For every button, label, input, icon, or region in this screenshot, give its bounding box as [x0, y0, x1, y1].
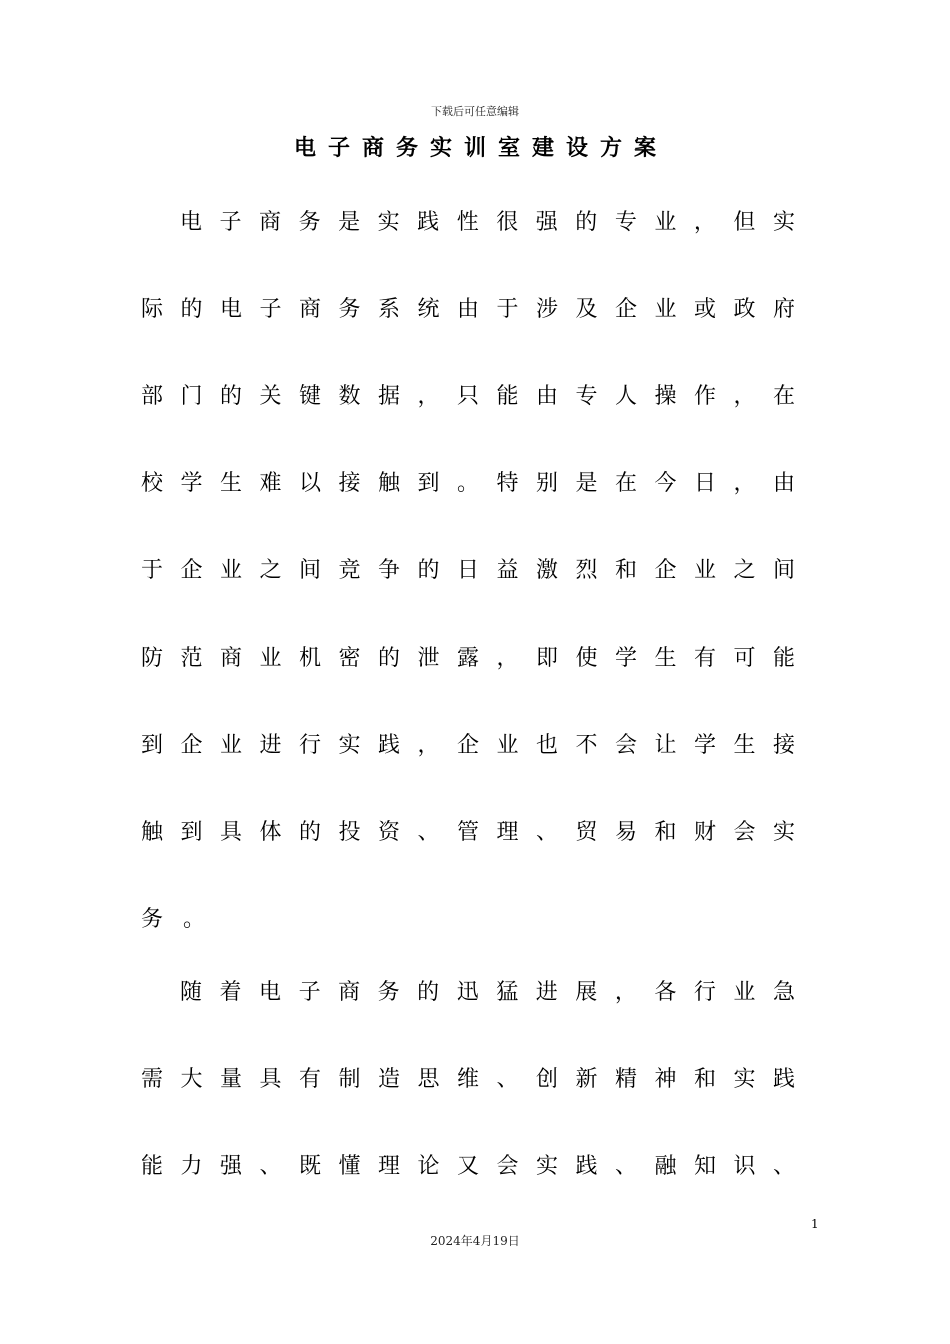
body-char: 务: [377, 979, 400, 1005]
body-char: 子: [298, 979, 321, 1005]
body-char: 行: [298, 732, 321, 758]
body-char: 府: [772, 296, 795, 322]
body-char: 烈: [575, 557, 598, 583]
body-char: 可: [733, 645, 756, 671]
body-char: 人: [614, 383, 637, 409]
body-char: 、: [614, 1153, 637, 1179]
body-char: 学: [614, 645, 637, 671]
body-char: 进: [259, 732, 282, 758]
body-char: 别: [535, 470, 558, 496]
body-char: 密: [338, 645, 361, 671]
body-char: 露: [456, 645, 479, 671]
body-char: ，: [417, 383, 440, 409]
body-char: 防: [140, 645, 163, 671]
body-char: 和: [614, 557, 637, 583]
body-char: 制: [338, 1066, 361, 1092]
body-line: [140, 1060, 796, 1094]
body-char: 的: [417, 979, 440, 1005]
body-char: 体: [259, 819, 282, 845]
body-char: 会: [614, 732, 637, 758]
body-char: 和: [654, 819, 677, 845]
body-char: 是: [575, 470, 598, 496]
body-char: 泄: [417, 645, 440, 671]
body-char: 维: [456, 1066, 479, 1092]
body-char: 有: [298, 1066, 321, 1092]
body-char: 的: [219, 383, 242, 409]
body-char: 的: [417, 557, 440, 583]
body-char: 是: [338, 209, 361, 235]
body-char: 实: [338, 732, 361, 758]
body-char: 、: [535, 819, 558, 845]
body-char: 务: [298, 209, 321, 235]
body-char: 造: [377, 1066, 400, 1092]
body-char: 会: [733, 819, 756, 845]
body-char: 贸: [575, 819, 598, 845]
body-char: 新: [575, 1066, 598, 1092]
body-char: 统: [417, 296, 440, 322]
header-note: 下载后可任意编辑: [431, 105, 519, 118]
body-char: 论: [417, 1153, 440, 1179]
body-char: 企: [180, 732, 203, 758]
body-char: 专: [575, 383, 598, 409]
body-char: 行: [693, 979, 716, 1005]
body-char: 迅: [456, 979, 479, 1005]
body-char: 务: [338, 296, 361, 322]
body-char: 知: [693, 1153, 716, 1179]
body-char: 日: [456, 557, 479, 583]
body-char: 的: [180, 296, 203, 322]
body-char: 到: [417, 470, 440, 496]
body-char: 实: [772, 209, 795, 235]
body-char: 企: [180, 557, 203, 583]
body-char: 不: [575, 732, 598, 758]
body-char: 学: [180, 470, 203, 496]
body-char: 电: [259, 979, 282, 1005]
body-char: 急: [772, 979, 795, 1005]
body-char: 需: [140, 1066, 163, 1092]
body-char: 理: [377, 1153, 400, 1179]
body-char: 数: [338, 383, 361, 409]
body-char: 识: [733, 1153, 756, 1179]
body-char: 实: [733, 1066, 756, 1092]
body-char: 强: [219, 1153, 242, 1179]
body-char: 、: [259, 1153, 282, 1179]
body-char: 间: [298, 557, 321, 583]
body-char: 门: [180, 383, 203, 409]
body-char: 日: [693, 470, 716, 496]
body-line: [140, 639, 796, 673]
body-char: ，: [417, 732, 440, 758]
body-char: 于: [140, 557, 163, 583]
body-char: 商: [219, 645, 242, 671]
body-char: 在: [614, 470, 637, 496]
body-char: 子: [219, 209, 242, 235]
body-char: 有: [693, 645, 716, 671]
body-char: 生: [219, 470, 242, 496]
body-char: 操: [654, 383, 677, 409]
body-char: 键: [298, 383, 321, 409]
body-char: 关: [259, 383, 282, 409]
body-char: 进: [535, 979, 558, 1005]
body-char: 让: [654, 732, 677, 758]
body-char: 益: [496, 557, 519, 583]
body-char: 、: [496, 1066, 519, 1092]
body-char: 理: [496, 819, 519, 845]
body-char: 财: [693, 819, 716, 845]
body-char: 业: [219, 557, 242, 583]
body-char: 企: [456, 732, 479, 758]
body-char: 由: [535, 383, 558, 409]
body-line: [140, 1147, 796, 1181]
body-char: 着: [219, 979, 242, 1005]
body-char: ，: [733, 470, 756, 496]
body-char: 范: [180, 645, 203, 671]
body-char: 商: [259, 209, 282, 235]
body-char: ，: [693, 209, 716, 235]
body-char: 务: [140, 906, 163, 932]
body-char: 生: [654, 645, 677, 671]
body-char: 之: [733, 557, 756, 583]
document-title: 电子商务实训室建设方案: [293, 136, 668, 161]
body-char: 企: [654, 557, 677, 583]
body-char: 、: [772, 1153, 795, 1179]
body-char: 由: [772, 470, 795, 496]
body-char: 量: [219, 1066, 242, 1092]
body-line: [179, 203, 796, 237]
body-char: 商: [338, 979, 361, 1005]
body-char: 电: [179, 209, 202, 235]
body-char: 实: [772, 819, 795, 845]
body-char: 业: [219, 732, 242, 758]
body-char: 业: [496, 732, 519, 758]
body-char: 大: [180, 1066, 203, 1092]
body-char: 及: [575, 296, 598, 322]
body-char: 触: [140, 819, 163, 845]
body-char: 既: [298, 1153, 321, 1179]
body-char: 资: [377, 819, 400, 845]
body-char: 管: [456, 819, 479, 845]
body-line: [140, 464, 796, 498]
body-char: 生: [733, 732, 756, 758]
body-char: 随: [179, 979, 202, 1005]
body-char: ，: [496, 645, 519, 671]
body-char: 能: [772, 645, 795, 671]
body-char: 激: [535, 557, 558, 583]
body-char: 思: [417, 1066, 440, 1092]
body-char: 投: [338, 819, 361, 845]
body-char: 能: [496, 383, 519, 409]
body-char: 懂: [338, 1153, 361, 1179]
body-char: 能: [140, 1153, 163, 1179]
body-char: ，: [614, 979, 637, 1005]
footer-date: 2024年4月19日: [430, 1234, 520, 1248]
body-char: 、: [417, 819, 440, 845]
body-char: 。: [456, 470, 479, 496]
body-char: 践: [772, 1066, 795, 1092]
body-char: 的: [298, 819, 321, 845]
body-line: [140, 813, 796, 847]
body-char: 在: [772, 383, 795, 409]
page-number: 1: [811, 1217, 819, 1231]
body-char: 的: [575, 209, 598, 235]
body-line: [179, 973, 796, 1007]
body-char: 难: [259, 470, 282, 496]
body-char: 融: [654, 1153, 677, 1179]
body-char: 接: [772, 732, 795, 758]
body-char: 力: [180, 1153, 203, 1179]
body-char: 业: [733, 979, 756, 1005]
body-char: 践: [377, 732, 400, 758]
body-char: 间: [772, 557, 795, 583]
body-line: [140, 290, 796, 324]
body-line: [140, 551, 796, 585]
body-char: 即: [535, 645, 558, 671]
body-char: 系: [377, 296, 400, 322]
body-char: 各: [654, 979, 677, 1005]
body-line: [140, 377, 796, 411]
body-char: 专: [614, 209, 637, 235]
body-char: 今: [654, 470, 677, 496]
body-char: 实: [535, 1153, 558, 1179]
body-char: 创: [535, 1066, 558, 1092]
body-char: 具: [219, 819, 242, 845]
body-char: 触: [377, 470, 400, 496]
body-char: 精: [614, 1066, 637, 1092]
body-char: 竞: [338, 557, 361, 583]
body-char: 作: [693, 383, 716, 409]
body-char: 到: [180, 819, 203, 845]
body-char: 具: [259, 1066, 282, 1092]
body-char: 业: [654, 209, 677, 235]
body-char: 实: [377, 209, 400, 235]
body-char: 践: [575, 1153, 598, 1179]
body-char: 也: [535, 732, 558, 758]
body-char: 或: [693, 296, 716, 322]
body-char: 很: [496, 209, 519, 235]
body-char: 又: [456, 1153, 479, 1179]
body-char: 争: [377, 557, 400, 583]
body-char: 校: [140, 470, 163, 496]
body-char: 接: [338, 470, 361, 496]
body-char: 际: [140, 296, 163, 322]
body-char: 学: [693, 732, 716, 758]
body-char: 使: [575, 645, 598, 671]
body-char: 部: [140, 383, 163, 409]
body-char: 强: [535, 209, 558, 235]
body-char: 政: [733, 296, 756, 322]
body-char: 易: [614, 819, 637, 845]
body-line: [140, 726, 796, 760]
body-char: 业: [259, 645, 282, 671]
body-char: 只: [456, 383, 479, 409]
body-char: 。: [182, 906, 205, 932]
body-char: 商: [298, 296, 321, 322]
body-char: 特: [496, 470, 519, 496]
body-char: 机: [298, 645, 321, 671]
body-char: 据: [377, 383, 400, 409]
body-char: 以: [298, 470, 321, 496]
body-char: 展: [575, 979, 598, 1005]
body-char: 子: [259, 296, 282, 322]
body-char: 践: [417, 209, 440, 235]
body-char: 性: [456, 209, 479, 235]
body-char: 的: [377, 645, 400, 671]
body-char: 涉: [535, 296, 558, 322]
body-char: ，: [733, 383, 756, 409]
body-char: 企: [614, 296, 637, 322]
body-char: 会: [496, 1153, 519, 1179]
body-char: 业: [654, 296, 677, 322]
body-char: 由: [456, 296, 479, 322]
body-char: 业: [693, 557, 716, 583]
body-char: 到: [140, 732, 163, 758]
body-line: [140, 900, 796, 934]
body-char: 猛: [496, 979, 519, 1005]
body-char: 于: [496, 296, 519, 322]
body-char: 神: [654, 1066, 677, 1092]
body-char: 但: [733, 209, 756, 235]
body-char: 电: [219, 296, 242, 322]
body-char: 之: [259, 557, 282, 583]
body-char: 和: [693, 1066, 716, 1092]
